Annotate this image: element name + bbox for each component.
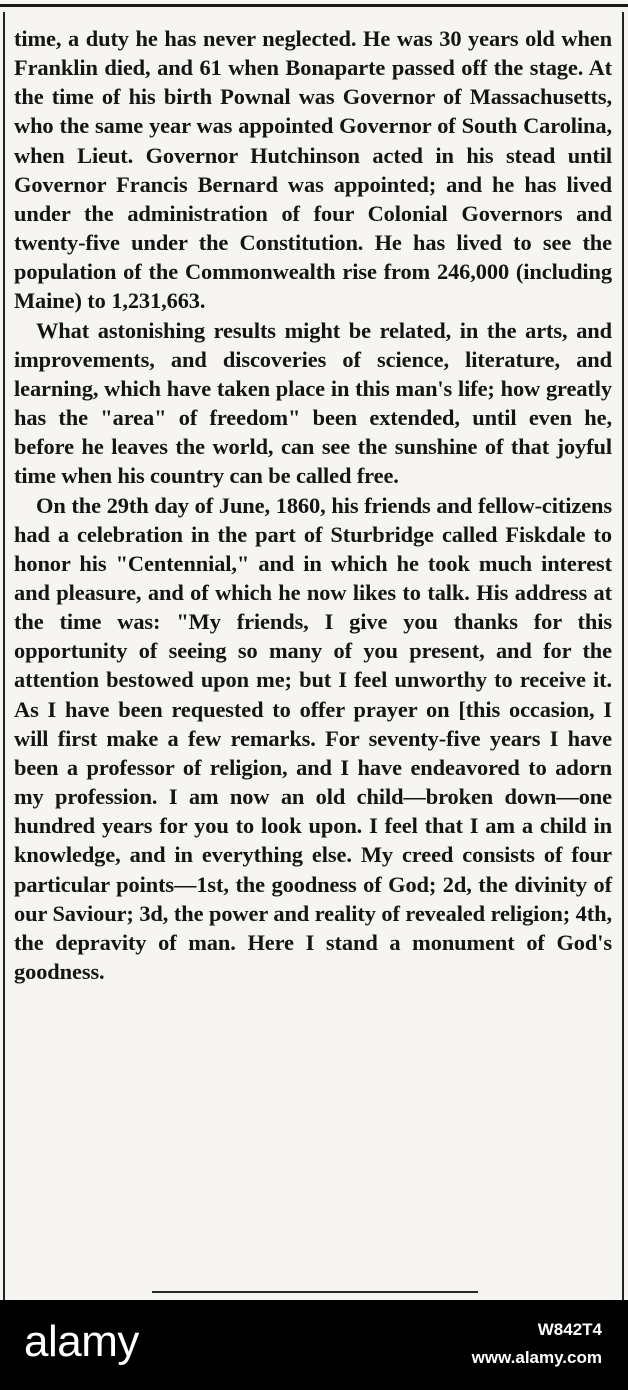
watermark-url: www.alamy.com (471, 1348, 602, 1367)
watermark-bar (0, 1300, 628, 1390)
alamy-logo: alamy (24, 1317, 139, 1366)
article-column (14, 24, 612, 986)
end-of-article-rule (152, 1291, 478, 1293)
top-rule (0, 4, 628, 7)
article-paragraph-2: What astonishing results might be related, in the arts, and improvements, and discoveries of science, literature, and learning, which have taken place in this man's life; how greatly has the "area" of freedom" been extended, until even he, before he leaves the world, can see the sunshine of that joyful time when his country can be called free. (14, 317, 612, 489)
right-column-rule (622, 12, 624, 1302)
article-paragraph-3: On the 29th day of June, 1860, his friends and fellow-citizens had a celebration in the part of Sturbridge called Fiskdale to honor his "Centennial," and in which he took much interest and pleasure, and of which he now likes to talk. His address at the time was: "My friends, I give you thanks for this opportunity of seeing so many of you present, and for the attention bestowed upon me; but I feel unworthy to receive it. As I have been requested to offer prayer on [this occasion, I will first make a few remarks. For seventy-five years I have been a professor of religion, and I have endeavored to adorn my profession. I am now an old child—broken down—one hundred years for you to look upon. I feel that I am a child in knowledge, and in everything else. My creed consists of four particular points—1st, the goodness of God; 2d, the divinity of our Saviour; 3d, the power and reality of revealed religion; 4th, the depravity of man. Here I stand a monument of God's goodness. (14, 492, 612, 984)
left-column-rule (3, 12, 5, 1302)
image-id: W842T4 (537, 1320, 602, 1339)
article-paragraph-1: time, a duty he has never neglected. He was 30 years old when Franklin died, and 61 when Bonaparte passed off the stage. At the time of his birth Pownal was Governor of Massachusetts, who the same year was appointed Governor of South Carolina, when Lieut. Governor Hutchinson acted in his stead until Governor Francis Bernard was appointed; and he has lived under the administration of four Colonial Governors and twenty-five under the Constitution. He has lived to see the population of the Commonwealth rise from 246,000 (including Maine) to 1,231,663. (14, 26, 612, 314)
